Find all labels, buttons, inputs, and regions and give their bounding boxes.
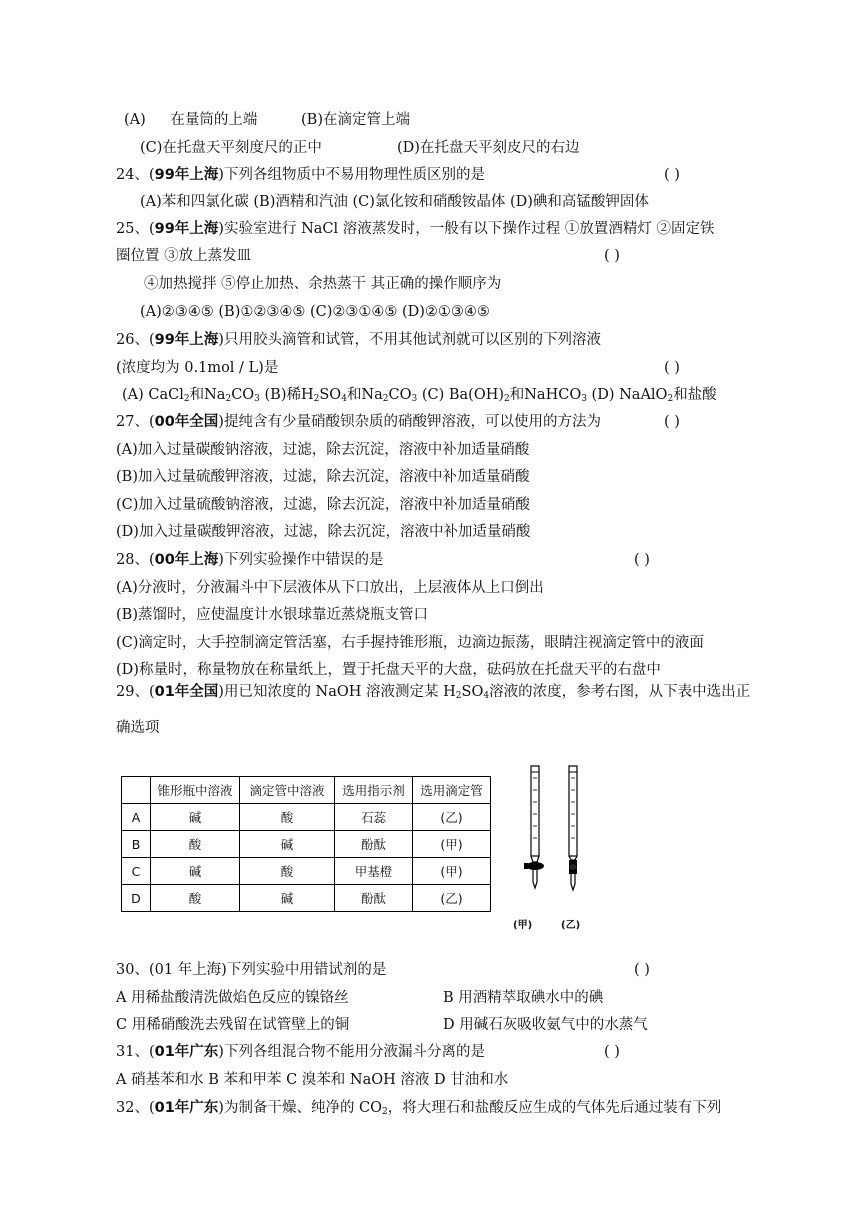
subscript: 3 [254,394,260,404]
q26-opt-b: (B)稀H [259,387,314,403]
q23-option-a-text: 在量筒的上端 [170,112,258,128]
table-header-cell: 选用滴定管 [413,777,491,804]
acid-burette-jia [524,766,544,888]
table-row [122,804,491,831]
q26-stem-line2: (浓度均为 0.1mol / L)是 [116,360,279,376]
q30-stem: 30、(01 年上海)下列实验中用错试剂的是 [116,962,387,978]
q25-stem-line2: 圈位置 ③放上蒸发皿 [116,248,252,264]
table-header-cell: 选用指示剂 [335,777,413,804]
q24-options: (A)苯和四氯化碳 (B)酒精和汽油 (C)氯化铵和硝酸铵晶体 (D)碘和高锰酸钾固体 [140,194,649,210]
q31-source-tag: 01年广东 [154,1044,219,1060]
table-cell: (甲) [413,831,491,858]
q27-option-b: (B)加入过量硫酸钾溶液，过滤，除去沉淀，溶液中补加适量硝酸 [116,469,530,485]
q32-number: 32、( [116,1100,155,1116]
q26-opt-c-part: 和NaHCO [509,387,582,403]
q28-answer-blank[interactable]: ( ) [634,552,650,568]
table-cell: 石蕊 [335,804,413,831]
q26-opt-a: (A) CaCl [122,387,184,403]
q23-option-b: (B)在滴定管上端 [301,112,410,128]
table-cell: C [122,858,151,885]
subscript: 4 [341,394,347,404]
q26-stem [116,330,601,350]
table-cell: (乙) [413,885,491,912]
q28-stem-text: )下列实验操作中错误的是 [218,552,384,568]
burette-figure [510,760,600,912]
table-row [122,885,491,912]
q24-stem-text: )下列各组物质中不易用物理性质区别的是 [218,167,485,183]
q32-stem-text: )为制备干燥、纯净的 CO [218,1100,383,1116]
q23-option-a [124,110,257,130]
table-cell: 酸 [151,831,240,858]
q25-stem [116,219,714,239]
q24-number: 24、( [116,167,155,183]
q26-number: 26、( [116,332,155,348]
table-header-cell: 锥形瓶中溶液 [151,777,240,804]
subscript: 2 [313,394,320,404]
q26-answer-blank[interactable]: ( ) [664,360,680,376]
q28-option-a: (A)分液时，分液漏斗中下层液体从下口放出，上层液体从上口倒出 [116,580,544,596]
table-header-cell [122,777,151,804]
q27-stem-text: )提纯含有少量硝酸钡杂质的硝酸钾溶液，可以使用的方法为 [218,414,601,430]
q25-stem-text: )实验室进行 NaCl 溶液蒸发时，一般有以下操作过程 ①放置酒精灯 ②固定铁 [218,221,715,237]
subscript: 3 [411,394,418,404]
q26-opt-c: (C) Ba(OH) [417,387,505,403]
q31-stem-text: )下列各组混合物不能用分液漏斗分离的是 [218,1044,485,1060]
q31-options: A 硝基苯和水 B 苯和甲苯 C 溴苯和 NaOH 溶液 D 甘油和水 [116,1072,509,1088]
table-cell: 酸 [240,804,335,831]
q25-options: (A)②③④⑤ (B)①②③④⑤ (C)②③①④⑤ (D)②①③④⑤ [140,304,490,320]
subscript: 3 [581,394,587,404]
q32-source-tag: 01年广东 [154,1100,219,1116]
q23-option-d: (D)在托盘天平刻皮尺的右边 [397,140,580,156]
table-cell: B [122,831,151,858]
q29-stem-text: )用已知浓度的 NaOH 溶液测定某 H [218,684,456,700]
q28-number: 28、( [116,552,155,568]
q32-stem-part: ，将大理石和盐酸反应生成的气体先后通过装有下列 [387,1100,722,1116]
q30-option-b: B 用酒精萃取碘水中的碘 [443,990,604,1006]
q26-opt-b-part: 和Na [346,387,383,403]
table-cell: 碱 [151,858,240,885]
q28-source-tag: 00年上海 [154,552,219,568]
q29-options-table [121,776,491,912]
q24-source-tag: 99年上海 [154,167,219,183]
subscript: 2 [382,1107,388,1117]
q28-option-d: (D)称量时，称量物放在称量纸上，置于托盘天平的大盘，砝码放在托盘天平的右盘中 [116,662,661,678]
q28-option-c: (C)滴定时，大手控制滴定管活塞，右手握持锥形瓶，边滴边振荡，眼睛注视滴定管中的液面 [116,635,704,651]
table-cell: 碱 [240,831,335,858]
q26-opt-a-part: 和Na [189,387,226,403]
q27-option-a: (A)加入过量碳酸钠溶液，过滤，除去沉淀，溶液中补加适量硝酸 [116,442,530,458]
table-header-cell: 滴定管中溶液 [240,777,335,804]
q29-number: 29、( [116,684,155,700]
q27-option-c: (C)加入过量硫酸钠溶液，过滤，除去沉淀，溶液中补加适量硝酸 [116,497,530,513]
q29-stem [116,682,750,702]
q30-option-d: D 用碱石灰吸收氨气中的水蒸气 [443,1017,648,1033]
q28-stem [116,550,383,570]
q29-stem-part: SO [461,684,484,700]
q25-source-tag: 99年上海 [154,221,219,237]
q25-number: 25、( [116,221,155,237]
table-cell: 酚酞 [335,831,413,858]
table-cell: (乙) [413,804,491,831]
subscript: 2 [183,394,190,404]
q30-option-a: A 用稀盐酸清洗做焰色反应的镍铬丝 [116,990,349,1006]
table-cell: 碱 [151,804,240,831]
table-cell: 酸 [151,885,240,912]
subscript: 2 [382,394,389,404]
table-cell: 酚酞 [335,885,413,912]
table-cell: A [122,804,151,831]
burette-label-jia: (甲) [513,920,533,931]
q26-opt-a-part: CO [231,387,255,403]
q27-stem [116,412,601,432]
q28-option-b: (B)蒸馏时，应使温度计水银球靠近蒸烧瓶支管口 [116,607,428,623]
q26-stem-text: )只用胶头滴管和试管，不用其他试剂就可以区别的下列溶液 [218,332,601,348]
burette-label-yi: (乙) [561,920,581,931]
q24-stem [116,165,485,185]
q31-stem [116,1042,485,1062]
q27-option-d: (D)加入过量碳酸钾溶液，过滤，除去沉淀，溶液中补加适量硝酸 [116,524,531,540]
table-header-row [122,777,491,804]
subscript: 2 [455,691,462,701]
q24-answer-blank[interactable]: ( ) [664,167,680,183]
q27-number: 27、( [116,414,155,430]
base-burette-yi [569,766,577,890]
q31-answer-blank[interactable]: ( ) [604,1044,620,1060]
q26-opt-d-part: 和盐酸 [673,387,717,403]
q29-stem-part: 溶液的浓度，参考右图，从下表中选出正 [489,684,751,700]
q30-option-c: C 用稀硝酸洗去残留在试管壁上的铜 [116,1017,350,1033]
table-cell: 甲基橙 [335,858,413,885]
table-cell: (甲) [413,858,491,885]
q27-source-tag: 00年全国 [154,414,219,430]
q27-answer-blank[interactable]: ( ) [664,414,680,430]
subscript: 2 [225,394,232,404]
q26-source-tag: 99年上海 [154,332,219,348]
table-cell: 酸 [240,858,335,885]
q29-stem-line2: 确选项 [116,720,160,736]
q26-options [122,385,717,405]
q32-stem [116,1098,721,1118]
q26-opt-b-part: CO [388,387,412,403]
q29-source-tag: 01年全国 [154,684,219,700]
subscript: 4 [483,691,490,701]
table-cell: D [122,885,151,912]
q26-opt-d: (D) NaAlO [586,387,668,403]
subscript: 2 [504,394,510,404]
table-cell: 碱 [240,885,335,912]
subscript: 2 [667,394,674,404]
q25-stem-line3: ④加热搅拌 ⑤停止加热、余热蒸干 其正确的操作顺序为 [144,276,502,292]
q30-answer-blank[interactable]: ( ) [634,962,650,978]
table-row [122,858,491,885]
q23-option-a-label: (A) [124,112,146,128]
q31-number: 31、( [116,1044,155,1060]
q23-option-c: (C)在托盘天平刻度尺的正中 [140,140,322,156]
q25-answer-blank[interactable]: ( ) [604,248,620,264]
q26-opt-b-part: SO [319,387,342,403]
table-row [122,831,491,858]
